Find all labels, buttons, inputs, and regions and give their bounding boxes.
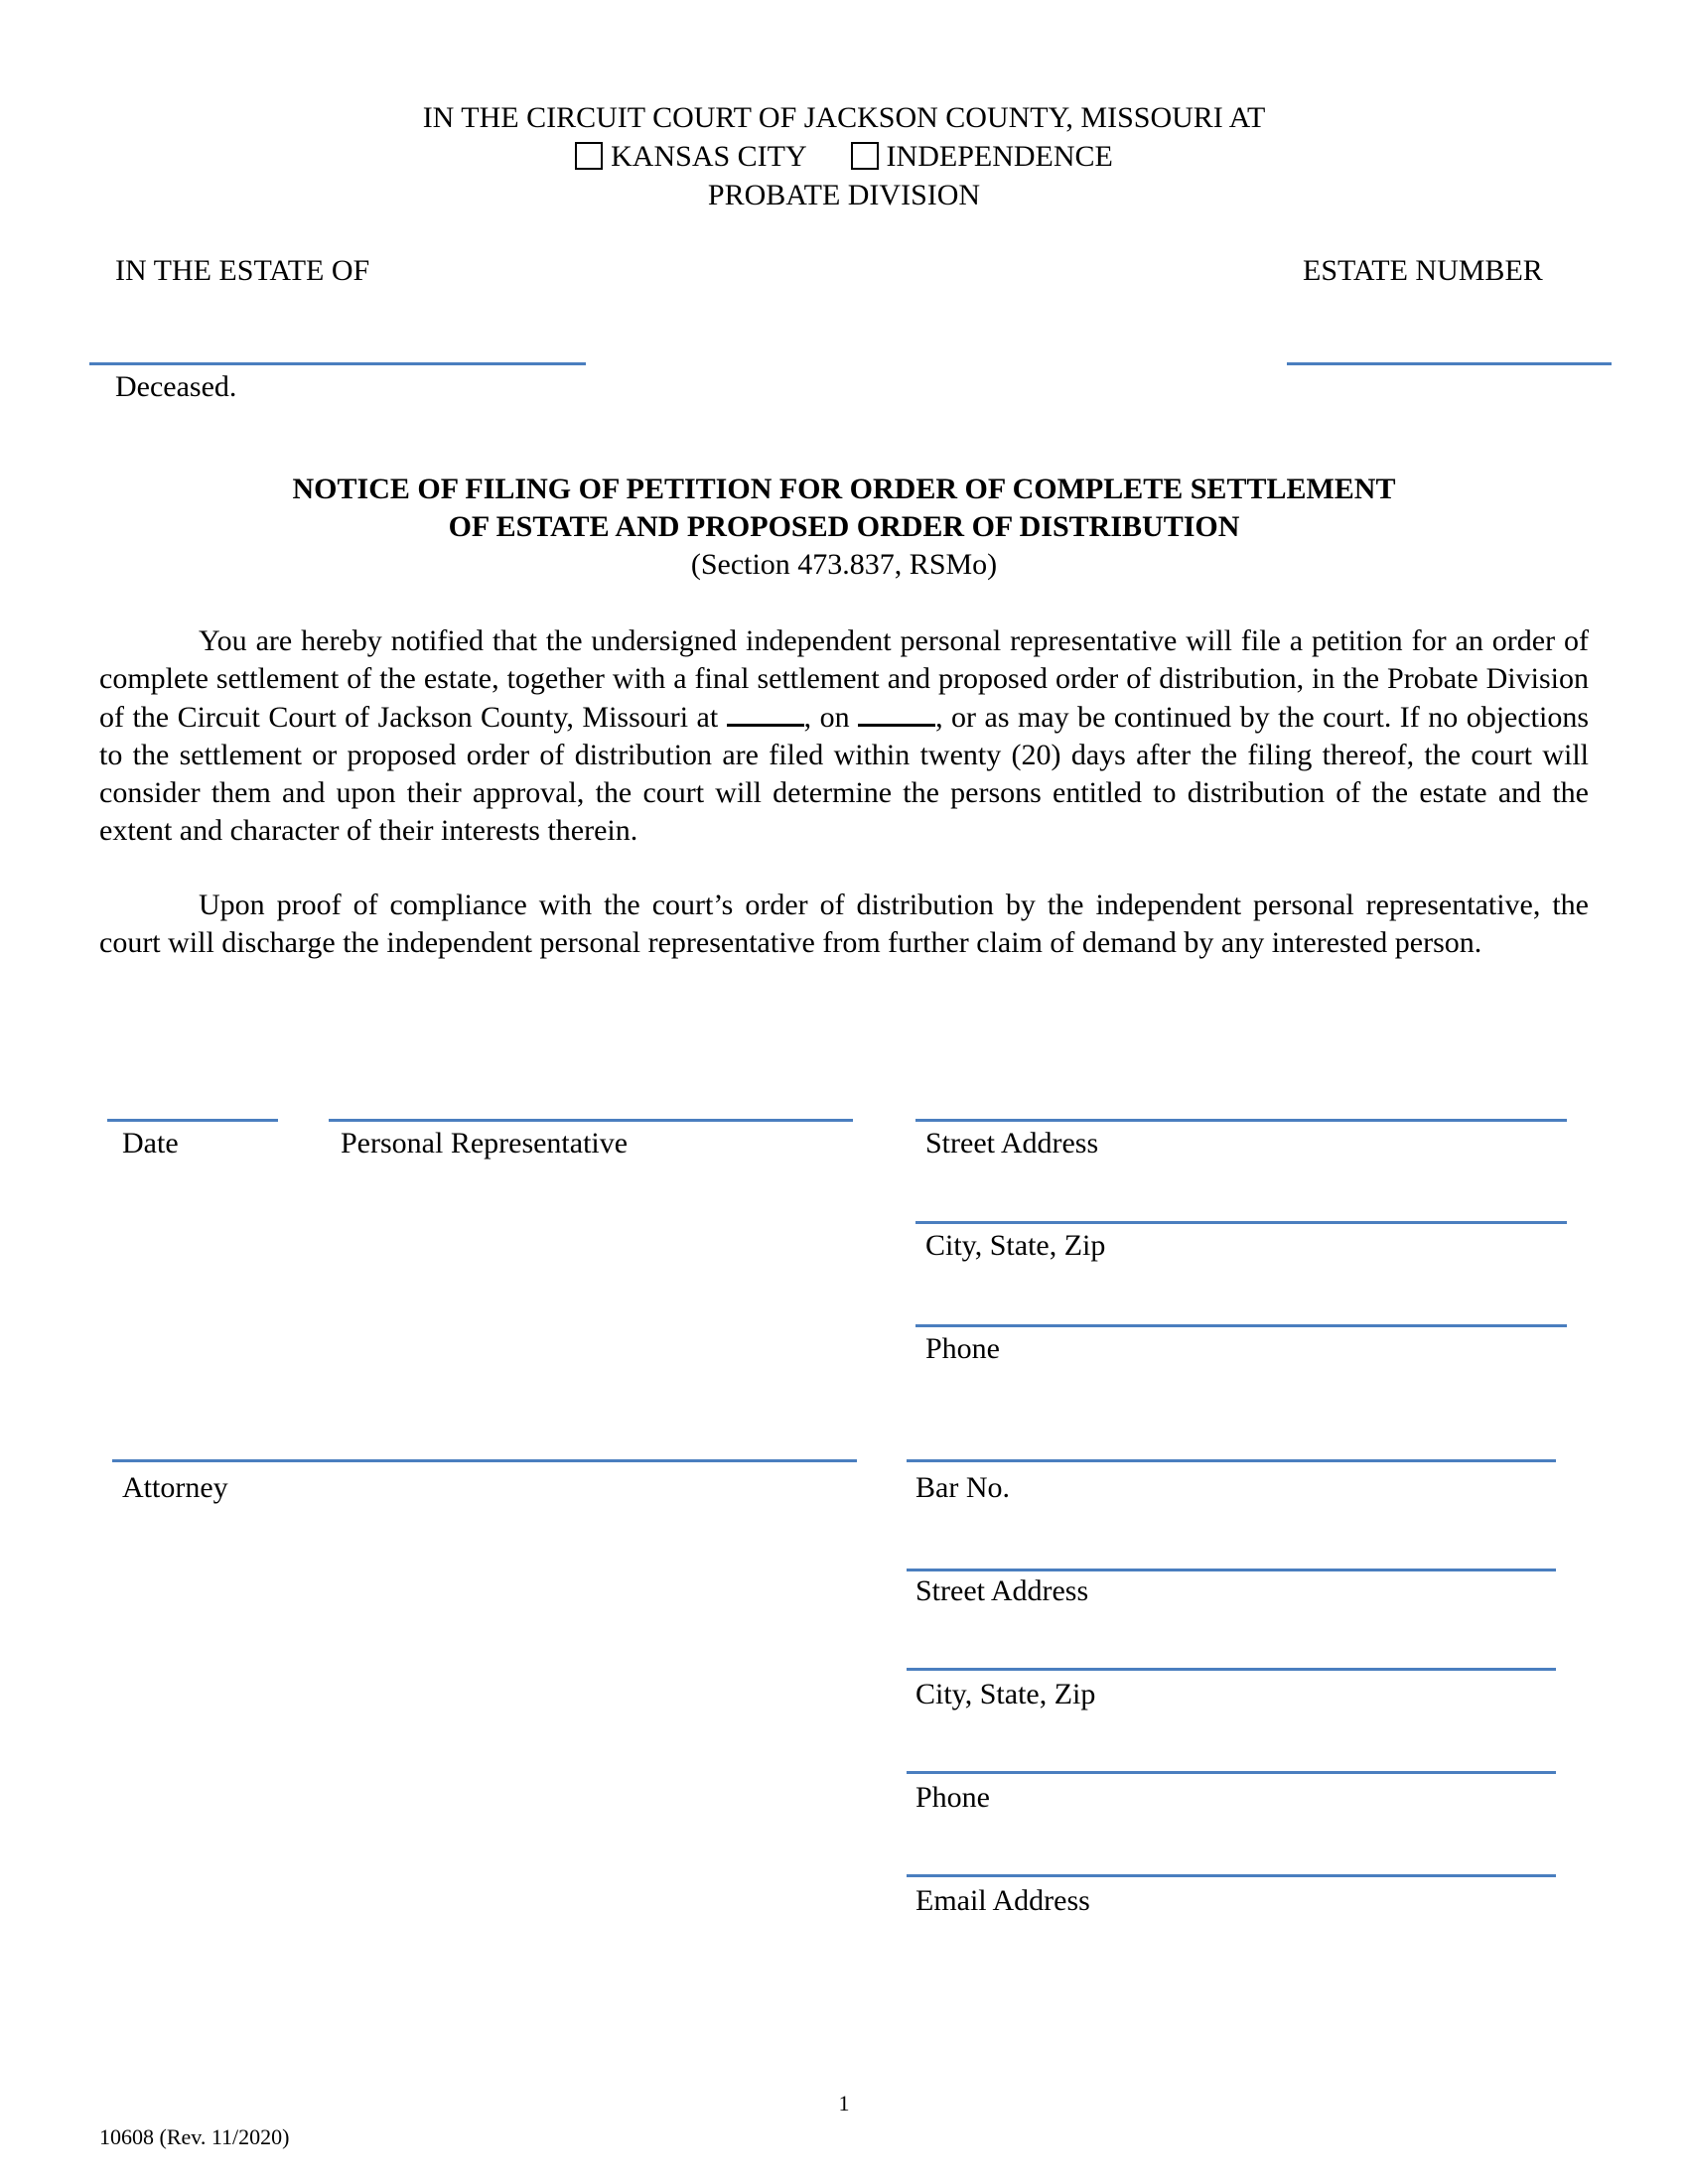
personal-rep-label: Personal Representative (341, 1127, 629, 1160)
att-email-field[interactable] (907, 1874, 1556, 1877)
att-phone-field[interactable] (907, 1771, 1556, 1774)
date-blank[interactable] (858, 698, 935, 727)
estate-number-field[interactable] (1287, 362, 1612, 365)
att-phone-label: Phone (915, 1781, 990, 1814)
notice-title-line1: NOTICE OF FILING OF PETITION FOR ORDER OF COMPLETE SETTLEMENT (292, 473, 1396, 505)
kansas-city-label: KANSAS CITY (611, 140, 806, 173)
pr-street-field[interactable] (915, 1119, 1567, 1122)
att-city-label: City, State, Zip (915, 1678, 1096, 1710)
att-city-field[interactable] (907, 1668, 1556, 1671)
notice-paragraph-2: Upon proof of compliance with the court’s order of distribution by the independent personal representative, the court will discharge the independent personal representative from further claim of demand by any interested person. (99, 888, 1589, 959)
deceased-label: Deceased. (115, 370, 237, 403)
attorney-field[interactable] (112, 1459, 857, 1462)
location-blank[interactable] (727, 698, 804, 727)
pr-street-label: Street Address (925, 1127, 1099, 1160)
location-options (0, 138, 1688, 176)
pr-city-field[interactable] (915, 1221, 1567, 1224)
date-field[interactable] (107, 1119, 278, 1122)
court-heading: IN THE CIRCUIT COURT OF JACKSON COUNTY, MISSOURI AT (422, 101, 1266, 134)
estate-number-label: ESTATE NUMBER (1303, 254, 1543, 287)
estate-name-field[interactable] (89, 362, 586, 365)
personal-rep-field[interactable] (329, 1119, 853, 1122)
p1-text-a: You are hereby notified that the undersigned independent personal representative will file a petition for an order of complete settlement of the estate, together with a final settlement and proposed order of distribution, in the Probate Division of the Circuit Court of Jackson County, Missouri at (99, 624, 1589, 734)
p1-text-c: , or as may be continued by the court. If no objections to the settlement or proposed order of distribution are filed within twenty (20) days after the filing thereof, the court will consider them and upon their approval, the court will determine the persons entitled to distribution of the estate and the extent and character of their interests therein. (99, 701, 1590, 847)
attorney-label: Attorney (122, 1471, 228, 1504)
independence-checkbox[interactable] (851, 142, 879, 170)
att-street-field[interactable] (907, 1569, 1556, 1571)
independence-label: INDEPENDENCE (886, 140, 1113, 173)
notice-paragraph-1 (99, 622, 1589, 850)
page-number: 1 (838, 2091, 850, 2116)
att-email-label: Email Address (915, 1884, 1090, 1917)
division-heading: PROBATE DIVISION (707, 179, 981, 211)
estate-of-label: IN THE ESTATE OF (115, 254, 370, 287)
bar-no-field[interactable] (907, 1459, 1556, 1462)
kansas-city-checkbox[interactable] (575, 142, 603, 170)
statute-reference: (Section 473.837, RSMo) (690, 548, 998, 581)
notice-title-line2: OF ESTATE AND PROPOSED ORDER OF DISTRIBUTION (448, 510, 1240, 543)
form-id: 10608 (Rev. 11/2020) (99, 2124, 290, 2149)
att-street-label: Street Address (915, 1574, 1089, 1607)
pr-phone-field[interactable] (915, 1324, 1567, 1327)
date-label: Date (122, 1127, 179, 1160)
pr-phone-label: Phone (925, 1332, 1000, 1365)
pr-city-label: City, State, Zip (925, 1229, 1106, 1262)
bar-no-label: Bar No. (915, 1471, 1010, 1504)
p1-text-b: , on (803, 701, 859, 734)
